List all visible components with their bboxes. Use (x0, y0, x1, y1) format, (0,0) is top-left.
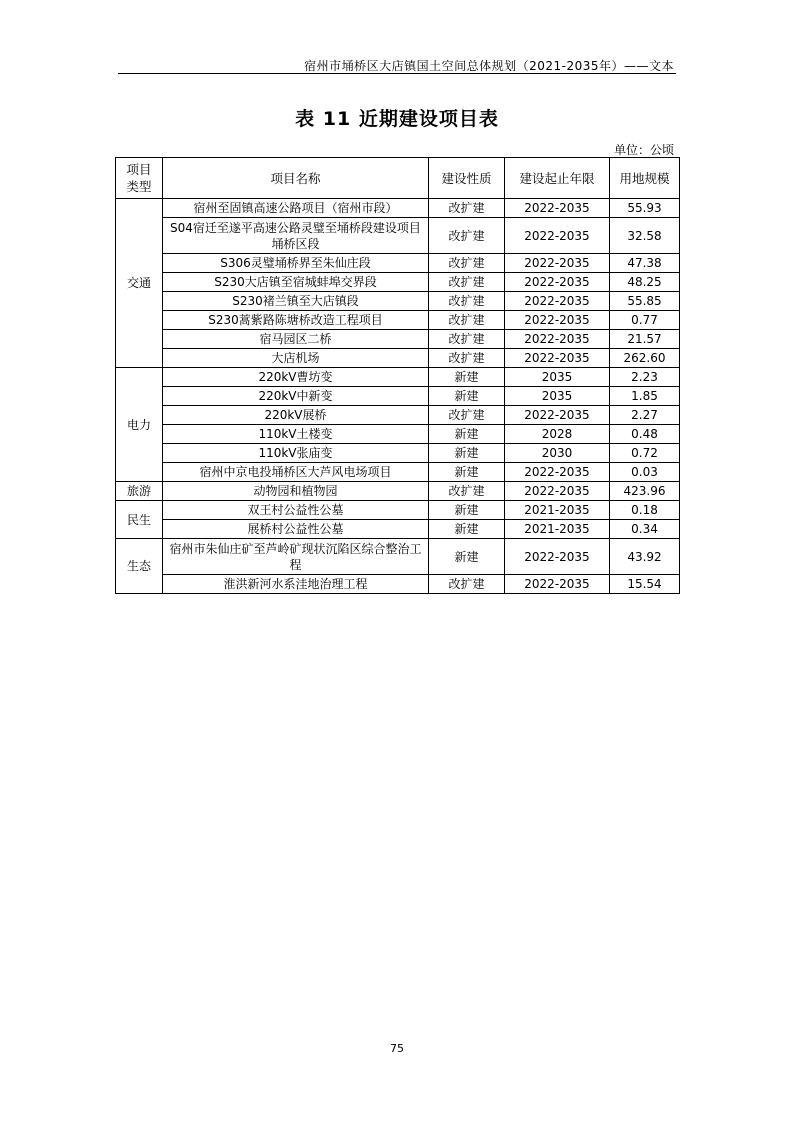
build-nature: 新建 (429, 539, 505, 575)
land-area: 21.57 (610, 330, 680, 349)
build-nature: 新建 (429, 425, 505, 444)
build-period: 2022-2035 (505, 292, 610, 311)
build-period: 2028 (505, 425, 610, 444)
land-area: 0.48 (610, 425, 680, 444)
running-header: 宿州市埇桥区大店镇国土空间总体规划（2021-2035年）——文本 (304, 59, 674, 73)
build-period: 2022-2035 (505, 463, 610, 482)
table-row (116, 218, 680, 254)
category-cell: 交通 (116, 199, 163, 368)
project-name: 宿州至固镇高速公路项目（宿州市段） (163, 199, 429, 218)
table-row (116, 406, 680, 425)
project-name: 大店机场 (163, 349, 429, 368)
table-row (116, 425, 680, 444)
build-period: 2022-2035 (505, 254, 610, 273)
column-header: 项目名称 (163, 158, 429, 199)
build-nature: 新建 (429, 444, 505, 463)
land-area: 2.27 (610, 406, 680, 425)
build-period: 2035 (505, 368, 610, 387)
build-nature: 改扩建 (429, 292, 505, 311)
land-area: 0.03 (610, 463, 680, 482)
build-period: 2035 (505, 387, 610, 406)
table-row (116, 254, 680, 273)
project-name: 110kV土楼变 (163, 425, 429, 444)
build-nature: 新建 (429, 520, 505, 539)
project-name: 宿州市朱仙庄矿至芦岭矿现状沉陷区综合整治工程 (163, 539, 429, 575)
project-name: 双王村公益性公墓 (163, 501, 429, 520)
table-row (116, 292, 680, 311)
near-term-projects-table (115, 157, 680, 594)
land-area: 2.23 (610, 368, 680, 387)
project-name: 淮洪新河水系洼地治理工程 (163, 575, 429, 594)
build-nature: 改扩建 (429, 349, 505, 368)
table-row (116, 463, 680, 482)
build-period: 2022-2035 (505, 539, 610, 575)
project-name: S04宿迁至遂平高速公路灵璧至埇桥段建设项目埇桥区段 (163, 218, 429, 254)
table-row (116, 349, 680, 368)
table-row (116, 273, 680, 292)
table-row (116, 311, 680, 330)
build-period: 2021-2035 (505, 501, 610, 520)
build-nature: 改扩建 (429, 273, 505, 292)
land-area: 423.96 (610, 482, 680, 501)
build-nature: 改扩建 (429, 311, 505, 330)
table-header-row (116, 158, 680, 199)
land-area: 32.58 (610, 218, 680, 254)
land-area: 0.34 (610, 520, 680, 539)
build-period: 2022-2035 (505, 482, 610, 501)
land-area: 0.72 (610, 444, 680, 463)
page-number: 75 (390, 1042, 404, 1055)
build-nature: 改扩建 (429, 254, 505, 273)
table-row (116, 539, 680, 575)
build-nature: 新建 (429, 387, 505, 406)
table-row (116, 330, 680, 349)
column-header: 建设起止年限 (505, 158, 610, 199)
build-period: 2022-2035 (505, 330, 610, 349)
land-area: 55.85 (610, 292, 680, 311)
table-row (116, 444, 680, 463)
table-row (116, 368, 680, 387)
build-period: 2022-2035 (505, 575, 610, 594)
project-name: 动物园和植物园 (163, 482, 429, 501)
build-period: 2021-2035 (505, 520, 610, 539)
project-name: 220kV曹坊变 (163, 368, 429, 387)
build-period: 2022-2035 (505, 349, 610, 368)
table-row (116, 199, 680, 218)
header-rule (118, 73, 676, 74)
project-name: 展桥村公益性公墓 (163, 520, 429, 539)
build-period: 2022-2035 (505, 218, 610, 254)
table-row (116, 501, 680, 520)
column-header: 建设性质 (429, 158, 505, 199)
build-period: 2022-2035 (505, 199, 610, 218)
land-area: 15.54 (610, 575, 680, 594)
build-period: 2022-2035 (505, 273, 610, 292)
build-nature: 改扩建 (429, 406, 505, 425)
land-area: 47.38 (610, 254, 680, 273)
build-nature: 改扩建 (429, 575, 505, 594)
build-nature: 改扩建 (429, 482, 505, 501)
category-cell: 旅游 (116, 482, 163, 501)
unit-label: 单位：公顷 (613, 143, 674, 157)
table-title: 表 11 近期建设项目表 (295, 108, 499, 130)
build-nature: 新建 (429, 463, 505, 482)
land-area: 55.93 (610, 199, 680, 218)
land-area: 0.77 (610, 311, 680, 330)
build-period: 2022-2035 (505, 406, 610, 425)
project-name: S230大店镇至宿城蚌埠交界段 (163, 273, 429, 292)
land-area: 43.92 (610, 539, 680, 575)
build-nature: 改扩建 (429, 199, 505, 218)
project-name: S230蒿紫路陈塘桥改造工程项目 (163, 311, 429, 330)
category-cell: 电力 (116, 368, 163, 482)
build-nature: 改扩建 (429, 218, 505, 254)
land-area: 0.18 (610, 501, 680, 520)
project-name: S230褚兰镇至大店镇段 (163, 292, 429, 311)
project-name: 220kV展桥 (163, 406, 429, 425)
build-nature: 新建 (429, 501, 505, 520)
build-nature: 新建 (429, 368, 505, 387)
project-name: 宿州中京电投埇桥区大芦风电场项目 (163, 463, 429, 482)
project-name: S306灵璧埇桥界至朱仙庄段 (163, 254, 429, 273)
land-area: 48.25 (610, 273, 680, 292)
project-name: 宿马园区二桥 (163, 330, 429, 349)
table-row (116, 482, 680, 501)
category-cell: 生态 (116, 539, 163, 594)
column-header: 项目类型 (116, 158, 163, 199)
table-row (116, 387, 680, 406)
build-period: 2022-2035 (505, 311, 610, 330)
project-name: 110kV张庙变 (163, 444, 429, 463)
build-nature: 改扩建 (429, 330, 505, 349)
project-name: 220kV中新变 (163, 387, 429, 406)
table-row (116, 520, 680, 539)
build-period: 2030 (505, 444, 610, 463)
category-cell: 民生 (116, 501, 163, 539)
land-area: 1.85 (610, 387, 680, 406)
table-row (116, 575, 680, 594)
column-header: 用地规模 (610, 158, 680, 199)
land-area: 262.60 (610, 349, 680, 368)
